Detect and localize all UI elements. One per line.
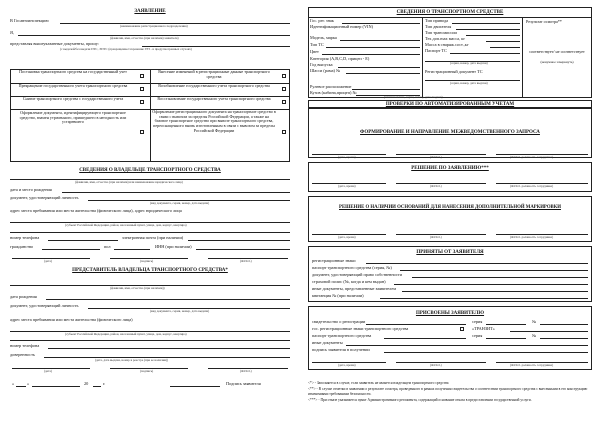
date-year-suffix: г. xyxy=(103,381,106,386)
decision-officer-hint: (Ф.И.О. должность сотрудника) xyxy=(510,184,554,188)
rep-address-hint: (субъект Российской Федерации, район, населенный пункт, улица, дом, корпус, квартира) xyxy=(65,332,187,336)
rep-sig-date-hint: (дата) xyxy=(44,369,52,373)
owner-sex-line[interactable] xyxy=(114,249,150,250)
representative-section-header: ПРЕДСТАВИТЕЛЬ ВЛАДЕЛЬЦА ТРАНСПОРТНОГО СРЕДСТВА* xyxy=(72,268,228,273)
field-max-mass: Тех.доп.max масса, кг xyxy=(425,36,466,41)
field-curb-mass-line[interactable] xyxy=(490,47,520,48)
op-registration: Постановка транспортного средства на государственный учет xyxy=(19,69,127,74)
marking-officer-hint: (Ф.И.О. должность сотрудника) xyxy=(510,235,554,239)
accepted-passport-line[interactable] xyxy=(400,270,588,271)
assigned-certificate-line[interactable] xyxy=(366,324,466,325)
field-body: Кузов (кабина,прицеп) № xyxy=(310,90,357,95)
op-restoration: Восстановление государственного учета транспортного средства xyxy=(157,96,271,101)
accepted-receipt: квитанция № (при наличии) xyxy=(312,293,364,298)
to-field-hint: (наименование регистрационного подразделения) xyxy=(120,24,188,28)
field-curb-mass: Масса в снаряж.сост.,кг xyxy=(425,42,469,47)
applicant-signature-line[interactable] xyxy=(170,386,220,387)
decision-section-header: РЕШЕНИЕ ПО ЗАЯВЛЕНИЮ*** xyxy=(411,166,489,171)
op-removal-checkbox[interactable] xyxy=(140,100,144,104)
op-termination: Прекращение государственного учета транспортного средства xyxy=(18,83,128,88)
assigned-transit: «ТРАНЗИТ» xyxy=(472,326,495,331)
accepted-plates: регистрационные знаки xyxy=(312,258,356,263)
decision-name-hint: (Ф.И.О.) xyxy=(430,184,442,188)
request-officer-hint: (Ф.И.О. должность сотрудника) xyxy=(510,155,554,159)
rep-address-line-2[interactable] xyxy=(10,340,290,341)
field-type-line[interactable] xyxy=(326,47,420,48)
owner-inn-line[interactable] xyxy=(196,249,290,250)
owner-email-line[interactable] xyxy=(188,240,290,241)
assigned-certificate-number: № xyxy=(532,319,537,324)
field-year-line[interactable] xyxy=(338,67,420,68)
reg-document-hint: (серия, номер, дата выдачи) xyxy=(450,81,488,85)
marking-name-hint: (Ф.И.О.) xyxy=(430,235,442,239)
assigned-certificate: свидетельство о регистрации xyxy=(312,319,366,324)
rep-birth-line[interactable] xyxy=(46,299,290,300)
marking-section-header: РЕШЕНИЕ О НАЛИЧИИ ОСНОВАНИЙ ДЛЯ НАНЕСЕНИЯ ДОПОЛНИТЕЛЬНОЙ МАРКИРОВКИ xyxy=(339,205,561,210)
rep-phone-line[interactable] xyxy=(48,348,290,349)
rep-sig-name-hint: (Ф.И.О.) xyxy=(240,369,252,373)
checks-section-header: ПРОВЕРКИ ПО АВТОМАТИЗИРОВАННЫМ УЧЕТАМ xyxy=(385,102,515,107)
assigned-certificate-number-line[interactable] xyxy=(540,324,588,325)
field-max-mass-line[interactable] xyxy=(486,41,520,42)
assigned-other: иные документы xyxy=(312,340,343,345)
footnote-1: <*> - Заполняется в случае, если заявитель не является владельцем транспортного средства xyxy=(308,381,449,385)
op-export-document: Оформление регистрационного документа на транспортное средство в связи с вывозом за пределы Российской Федерации, а также на базовое транспортное средство при вывозе транспортного средства, переоснащенного вновь изготовленным в связи с вывозом за пределы Российской Федерации xyxy=(152,109,276,133)
to-line-label: В Госавтоинспекцию xyxy=(10,18,49,23)
field-color-line[interactable] xyxy=(322,54,420,55)
assigned-passport-series-line[interactable] xyxy=(486,338,526,339)
assigned-passport-line[interactable] xyxy=(384,338,466,339)
field-model: Модель, марка xyxy=(310,35,337,40)
vehicle-section-header: СВЕДЕНИЯ О ТРАНСПОРТНОМ СРЕДСТВЕ xyxy=(396,10,504,15)
date-year-line[interactable] xyxy=(93,386,101,387)
rep-proxy-hint: (дата, дата выдачи, номер в реестре (при ее наличии)) xyxy=(95,358,169,362)
footnote-2: <**> - В случае отметки в заявлении о результате осмотра, проведенного в рамках получения свидетельства о соответствии транспортного средства с внесенными в его конструкцию изменениями требованиям безопасности. xyxy=(308,387,588,396)
form-title: ЗАЯВЛЕНИЕ xyxy=(134,9,166,14)
assigned-officer-hint: (Ф.И.О. должность сотрудника) xyxy=(510,363,554,367)
body-hint: (наименование, серия, номер, дата выдачи) xyxy=(384,95,443,99)
assigned-date-hint: (дата, время) xyxy=(338,363,356,367)
owner-id-label: документ, удостоверяющий личность xyxy=(10,195,79,200)
op-resumption: Возобновление государственного учета транспортного средства xyxy=(158,83,270,88)
field-vehicle-passport-line[interactable] xyxy=(450,53,520,54)
owner-sig-name-hint: (Ф.И.О.) xyxy=(240,259,252,263)
i-line-label: Я, xyxy=(10,30,14,35)
assigned-passport-number-line[interactable] xyxy=(540,338,588,339)
owner-name-hint: (фамилия, имя, отчество (при наличии) или наименование юридического лица) xyxy=(75,180,183,184)
assigned-certificate-series-line[interactable] xyxy=(486,324,526,325)
assigned-signature-line[interactable] xyxy=(384,352,588,353)
field-chassis-line[interactable] xyxy=(346,73,420,74)
field-vin: Идентификационный номер (VIN) xyxy=(310,24,374,29)
applicant-signature-label: Подпись заявителя xyxy=(226,381,261,386)
assigned-name-hint: (Ф.И.О.) xyxy=(430,363,442,367)
request-name-hint: (Ф.И.О.) xyxy=(430,155,442,159)
op-registration-checkbox[interactable] xyxy=(140,74,144,78)
accepted-plates-line[interactable] xyxy=(366,263,588,264)
op-export-document-checkbox[interactable] xyxy=(282,130,286,134)
owner-email-label: электронная почта (при наличии) xyxy=(122,235,184,240)
accepted-ownership: документ, удостоверяющий право собственности xyxy=(312,272,402,277)
field-steering-line[interactable] xyxy=(352,89,420,90)
marking-date-hint: (дата, время) xyxy=(338,235,356,239)
owner-address-line-2[interactable] xyxy=(10,232,290,233)
field-drive-type: Тип привода xyxy=(425,18,449,23)
field-reg-document: Регистрационный документ ТС xyxy=(425,69,483,74)
field-year: Год выпуска xyxy=(310,62,333,67)
owner-address-hint: (субъект Российской Федерации, район, населенный пункт, улица, дом, корпус, квартира) xyxy=(65,223,187,227)
decision-date-hint: (дата, время) xyxy=(338,184,356,188)
assigned-plates: гос. регистрационные знаки транспортного средства xyxy=(312,326,409,331)
op-termination-checkbox[interactable] xyxy=(140,87,144,91)
rep-phone-label: номер телефона xyxy=(10,343,40,348)
accepted-insurance: страховой полис (№, когда и кем выдан) xyxy=(312,279,386,284)
assigned-signature: подпись заявителя в получении xyxy=(312,347,370,352)
field-passport-line-2[interactable] xyxy=(425,61,520,62)
owner-citizenship-label: гражданство xyxy=(10,244,34,249)
owner-sex-label: пол xyxy=(104,244,111,249)
field-engine-type: Тип двигателя xyxy=(425,24,452,29)
accepted-passport: паспорт транспортного средства (серия, №) xyxy=(312,265,392,270)
date-year-prefix: 20 xyxy=(84,381,89,386)
inspection-result-label: Результат осмотра** xyxy=(526,19,562,24)
owner-address-label: адрес места пребывания или места жительства (физического лица), адрес юридического лица xyxy=(10,208,182,213)
op-changes: Внесение изменений в регистрационные данные транспортного средства xyxy=(158,69,270,79)
docs-line-label: представляя вышеуказанные документы, прошу: xyxy=(10,41,100,46)
applicant-name-hint: (фамилия, имя, отчество (при наличии) заявителя) xyxy=(110,36,179,40)
assigned-plates-checkbox[interactable] xyxy=(460,327,464,331)
rep-address-label: адрес места пребывания или места жительства (физического лица) xyxy=(10,317,133,322)
assigned-section-header: ПРИСВОЕНЫ ЗАЯВИТЕЛЮ xyxy=(415,311,485,316)
rep-id-hint: (вид документа, серия, номер, дата выдачи) xyxy=(150,309,210,313)
accepted-ownership-line[interactable] xyxy=(412,277,588,278)
accepted-other-line[interactable] xyxy=(402,291,588,292)
owner-phone-line[interactable] xyxy=(48,240,118,241)
owner-section-header: СВЕДЕНИЯ О ВЛАДЕЛЬЦЕ ТРАНСПОРТНОГО СРЕДСТВА xyxy=(79,168,221,173)
op-resumption-checkbox[interactable] xyxy=(282,87,286,91)
assigned-other-line[interactable] xyxy=(346,345,588,346)
assigned-passport-series: серия xyxy=(472,333,483,338)
request-section-header: ФОРМИРОВАНИЕ И НАПРАВЛЕНИЕ МЕЖВЕДОМСТВЕННОГО ЗАПРОСА xyxy=(360,130,540,135)
date-open-quote: « xyxy=(12,381,15,386)
field-reg-plate: Гос. рег. знак xyxy=(310,18,334,23)
field-model-line[interactable] xyxy=(340,40,420,41)
owner-inn-label: ИНН (при наличии) xyxy=(155,244,192,249)
footnote-3: <***> - При отказе указывается пункт Административного регламента, содержащий основание отказа в предоставлении государственной услуги. xyxy=(308,398,532,402)
field-chassis: Шасси (рама) № xyxy=(310,68,341,73)
field-category: Категория (А,В,С,D, прицеп - Е) xyxy=(310,56,370,61)
op-duplicate-document: Оформление документа, идентифицирующего транспортное средство, взамен утраченного, пришедшего в негодность или устаревшего xyxy=(19,110,127,125)
op-removal: Снятие транспортного средства с государственного учета xyxy=(22,96,124,101)
field-type: Тип ТС xyxy=(310,42,324,47)
field-engine-type-line[interactable] xyxy=(456,29,520,30)
date-close-quote: » xyxy=(27,381,30,386)
passport-hint: (серия, номер, дата выдачи) xyxy=(450,61,488,65)
vehicle-col-divider-2 xyxy=(522,17,523,98)
owner-id-hint: (вид документа, серия, номер, дата выдачи) xyxy=(150,201,210,205)
accepted-insurance-line[interactable] xyxy=(394,284,588,285)
op-changes-checkbox[interactable] xyxy=(282,74,286,78)
date-day-line[interactable] xyxy=(16,386,26,387)
rep-sig-hint: (подпись) xyxy=(140,369,154,373)
op-duplicate-document-checkbox[interactable] xyxy=(140,130,144,134)
field-transmission-line[interactable] xyxy=(466,35,520,36)
rep-id-label: документ, удостоверяющий личность xyxy=(10,303,79,308)
accepted-section-header: ПРИНЯТЫ ОТ ЗАЯВИТЕЛЯ xyxy=(416,250,484,255)
field-steering: Рулевое расположение xyxy=(310,84,352,89)
field-color: Цвет xyxy=(310,49,319,54)
op-restoration-checkbox[interactable] xyxy=(282,100,286,104)
inspection-strike-hint: (ненужное зачеркнуть) xyxy=(540,60,574,64)
owner-sig-date-hint: (дата) xyxy=(44,259,52,263)
rep-name-hint: (фамилия, имя, отчество (при наличии)) xyxy=(110,286,165,290)
docs-field-hint: (с выдачей/без выдачи ПТС, ЭПТС (прекращение/сохранение ГРЗ - в предусмотренных случаях) xyxy=(60,47,192,51)
vehicle-col-divider-1 xyxy=(422,17,423,98)
owner-phone-label: номер телефона xyxy=(10,235,40,240)
assigned-plates-line[interactable] xyxy=(510,331,588,332)
owner-citizenship-line[interactable] xyxy=(42,249,100,250)
accepted-other: иные документы, представленные заявителем xyxy=(312,286,396,291)
accepted-receipt-line[interactable] xyxy=(380,298,588,299)
assigned-passport: паспорт транспортного средства xyxy=(312,333,372,338)
rep-proxy-label: доверенность xyxy=(10,352,35,357)
application-form-right-page xyxy=(300,0,600,424)
date-month-line[interactable] xyxy=(32,386,80,387)
request-date-hint: (дата, время) xyxy=(338,155,356,159)
inspection-matches[interactable]: соответствует/ не соответствует xyxy=(529,49,585,54)
vehicle-header-divider xyxy=(308,17,592,18)
rep-birth-label: дата рождения xyxy=(10,294,37,299)
field-drive-type-line[interactable] xyxy=(452,23,520,24)
field-vehicle-passport: Паспорт ТС xyxy=(425,48,447,53)
assigned-certificate-series: серия xyxy=(472,319,483,324)
field-transmission: Тип трансмиссии xyxy=(425,30,457,35)
assigned-passport-number: № xyxy=(532,333,537,338)
owner-birth-label: дата и место рождения xyxy=(10,187,52,192)
owner-sig-hint: (подпись) xyxy=(140,259,154,263)
owner-birth-line[interactable] xyxy=(62,192,290,193)
